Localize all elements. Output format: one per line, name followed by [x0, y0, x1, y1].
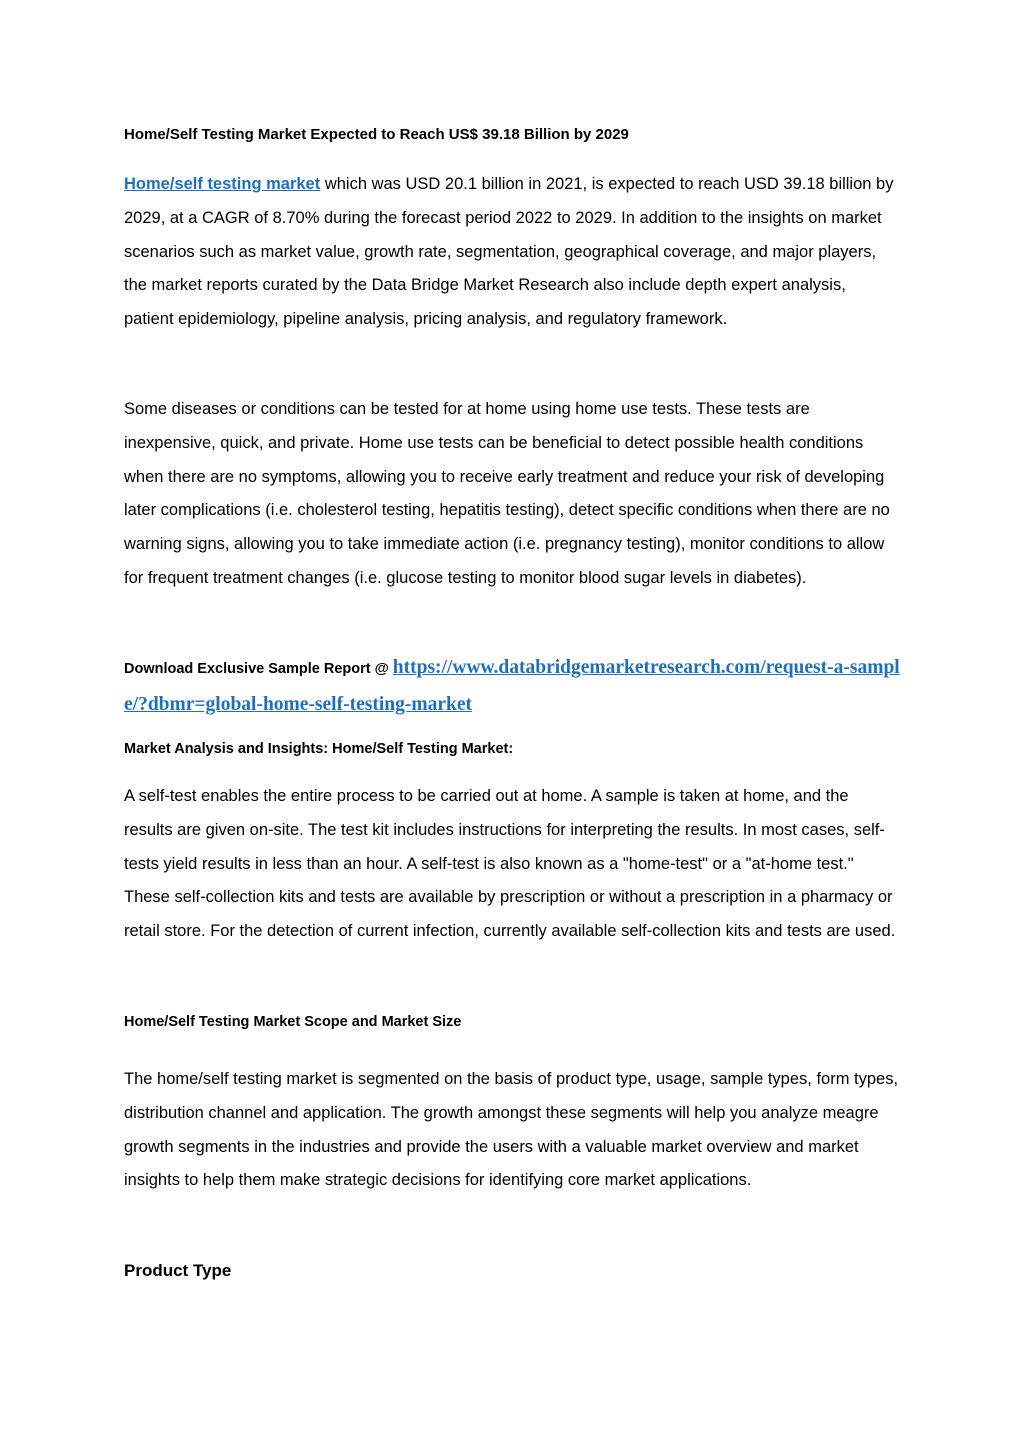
download-sample-line	[124, 650, 904, 723]
download-sample-label: Download Exclusive Sample Report @	[124, 661, 393, 677]
intro-text: which was USD 20.1 billion in 2021, is expected to reach USD 39.18 billion by 2029, at a CAGR of 8.70% during the forecast period 2022 to 2029. In addition to the insights on market scenarios such as market value, growth rate, segmentation, geographical coverage, and major players, the market reports curated by the Data Bridge Market Research also include depth expert analysis, patient epidemiology, pipeline analysis, pricing analysis, and regulatory framework.	[124, 175, 894, 329]
market-analysis-paragraph: A self-test enables the entire process to be carried out at home. A sample is taken at home, and the results are given on-site. The test kit includes instructions for interpreting the results. In most cases, self-tests yield results in less than an hour. A self-test is also known as a "home-test" or a "at-home test." These self-collection kits and tests are available by prescription or without a prescription in a pharmacy or retail store. For the detection of current infection, currently available self-collection kits and tests are used.	[124, 787, 896, 941]
market-analysis-heading: Market Analysis and Insights: Home/Self Testing Market:	[124, 741, 514, 757]
scope-paragraph: The home/self testing market is segmented on the basis of product type, usage, sample types, form types, distribution channel and application. The growth amongst these segments will help you analyze meagre growth segments in the industries and provide the users with a valuable market overview and market insights to help them make strategic decisions for identifying core market applications.	[124, 1070, 899, 1190]
document-title: Home/Self Testing Market Expected to Reach US$ 39.18 Billion by 2029	[124, 126, 629, 143]
sample-report-link[interactable]: https://www.databridgemarketresearch.com/request-a-sample/?dbmr=global-home-self-testing-market	[124, 657, 900, 715]
home-tests-paragraph: Some diseases or conditions can be tested for at home using home use tests. These tests are inexpensive, quick, and private. Home use tests can be beneficial to detect possible health conditions when there are no symptoms, allowing you to receive early treatment and reduce your risk of developing later complications (i.e. cholesterol testing, hepatitis testing), detect specific conditions when there are no warning signs, allowing you to take immediate action (i.e. pregnancy testing), monitor conditions to allow for frequent treatment changes (i.e. glucose testing to monitor blood sugar levels in diabetes).	[124, 400, 890, 587]
product-type-heading: Product Type	[124, 1261, 232, 1280]
home-self-testing-market-link[interactable]: Home/self testing market	[124, 175, 321, 193]
scope-heading: Home/Self Testing Market Scope and Market Size	[124, 1014, 462, 1030]
intro-paragraph	[124, 168, 899, 337]
